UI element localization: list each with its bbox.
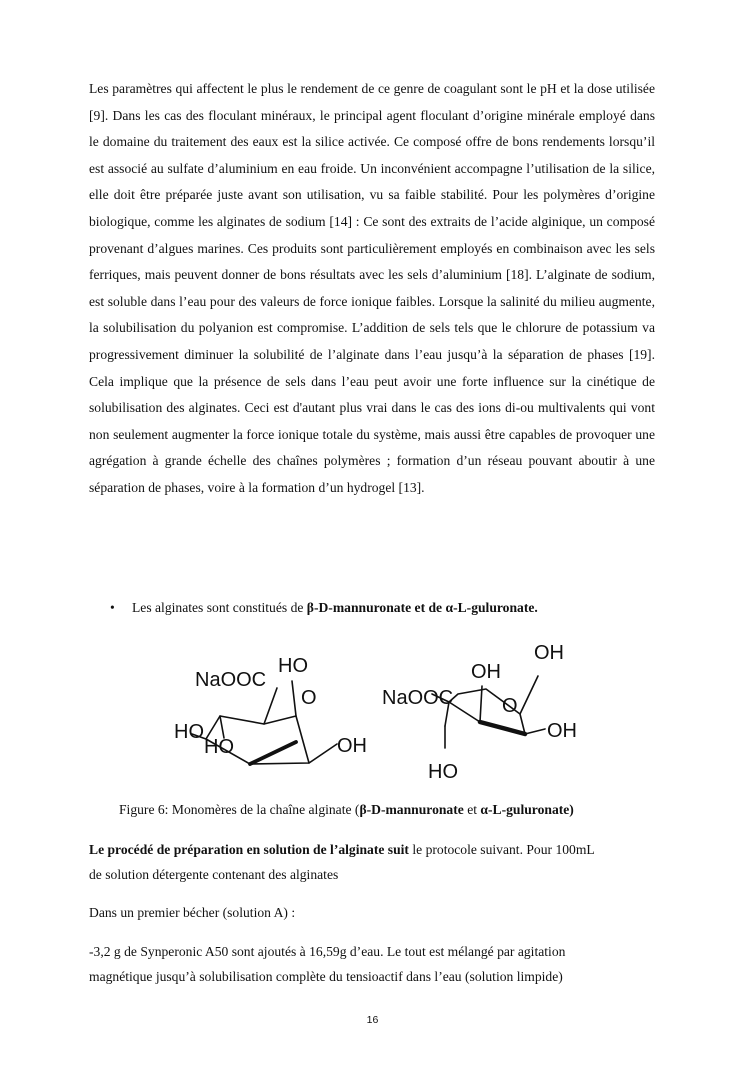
bullet-text-bold: β-D-mannuronate et de α-L-guluronate. — [306, 600, 538, 615]
bullet-symbol: • — [110, 600, 115, 615]
bond-oh-right — [309, 744, 337, 763]
caption-mid: et — [463, 802, 481, 817]
label-ring-o-right: O — [502, 695, 518, 717]
procedure-step-line-1: -3,2 g de Synperonic A50 sont ajoutés à 16,59g d’eau. Le tout est mélangé par agitation — [89, 944, 566, 959]
label-naooc-right: NaOOC — [382, 687, 454, 709]
bond-oh-right-2 — [525, 729, 545, 734]
bond-oh-top — [480, 686, 482, 722]
procedure-intro-line-2: de solution détergente contenant des alginates — [89, 867, 339, 882]
alginate-monomers-figure — [170, 636, 580, 786]
bond-naooc — [264, 688, 277, 724]
mannuronate-wedge-bond — [250, 742, 296, 764]
bond-ho-inner — [220, 716, 224, 738]
bullet-item — [110, 597, 538, 619]
procedure-intro-line-1 — [89, 837, 595, 863]
label-ring-o-left: O — [301, 687, 317, 709]
caption-bold-1: β-D-mannuronate — [359, 802, 464, 817]
guluronate-wedge-bond — [480, 722, 525, 734]
procedure-beaker-heading: Dans un premier bécher (solution A) : — [89, 905, 296, 920]
bullet-text: Les alginates sont constitués de — [132, 600, 307, 615]
figure-caption — [119, 799, 574, 821]
page-number: 16 — [366, 1014, 379, 1026]
caption-prefix: Figure 6: Monomères de la chaîne alginate ( — [119, 802, 360, 817]
label-oh-right-right: OH — [547, 720, 577, 742]
label-ho-bottom: HO — [428, 761, 458, 783]
label-oh-right-left: OH — [337, 735, 367, 757]
label-ho-left: HO — [174, 721, 204, 743]
label-naooc-left: NaOOC — [195, 669, 267, 691]
procedure-intro-bold: Le procédé de préparation en solution de l’alginate suit — [89, 842, 409, 857]
label-ho-inner: HO — [204, 736, 234, 758]
procedure-step-line-2: magnétique jusqu’à solubilisation complète du tensioactif dans l’eau (solution limpide) — [89, 969, 563, 984]
label-ho-top-left: HO — [278, 655, 308, 677]
body-paragraph: Les paramètres qui affectent le plus le rendement de ce genre de coagulant sont le pH et la dose utilisée [9]. Dans les cas des floculant minéraux, le principal agent floculant d’origine minérale employé dans le domaine du traitement des eaux est la silice activée. Ce composé offre de bons rendements lorsqu’il est associé au sulfate d’aluminium en eau froide. Un inconvénient accompagne l’utilisation de la silice, elle doit être préparée juste avant son utilisation, vu sa faible stabilité. Pour les polymères d’origine biologique, comme les alginates de sodium [14] : Ce sont des extraits de l’acide alginique, un composé provenant d’algues marines. Ces produits sont particulièrement employés en combinaison avec les sels ferriques, mais peuvent donner de bons résultats avec les sels d’aluminium [18]. L’alginate de sodium, est soluble dans l’eau pour des valeurs de force ionique faibles. Lorsque la salinité du milieu augmente, la solubilisation du polyanion est compromise. L’addition de sels tels que le chlorure de potassium va progressivement diminuer la solubilité de l’alginate dans l’eau jusqu’à la séparation de phases [19]. Cela implique que la présence de sels dans l’eau peut avoir une forte influence sur la cinétique de solubilisation des alginates. Ceci est d'autant plus vrai dans le cas des ions di-ou multivalents qui vont non seulement augmenter la force ionique totale du système, mais aussi être capables de provoquer une agrégation à grande échelle des chaînes polymères ; formation d’un réseau pouvant aboutir à une séparation de phases, voire à la formation d’un hydrogel [13]. — [89, 81, 655, 495]
bond-oh-upper-right — [520, 676, 538, 714]
bond-ho-top — [292, 681, 296, 716]
caption-bold-2: α-L-guluronate) — [480, 802, 574, 817]
procedure-intro-rest: le protocole suivant. Pour 100mL — [408, 842, 595, 857]
label-oh-upper-right: OH — [534, 642, 564, 664]
label-oh-top-right: OH — [471, 661, 501, 683]
